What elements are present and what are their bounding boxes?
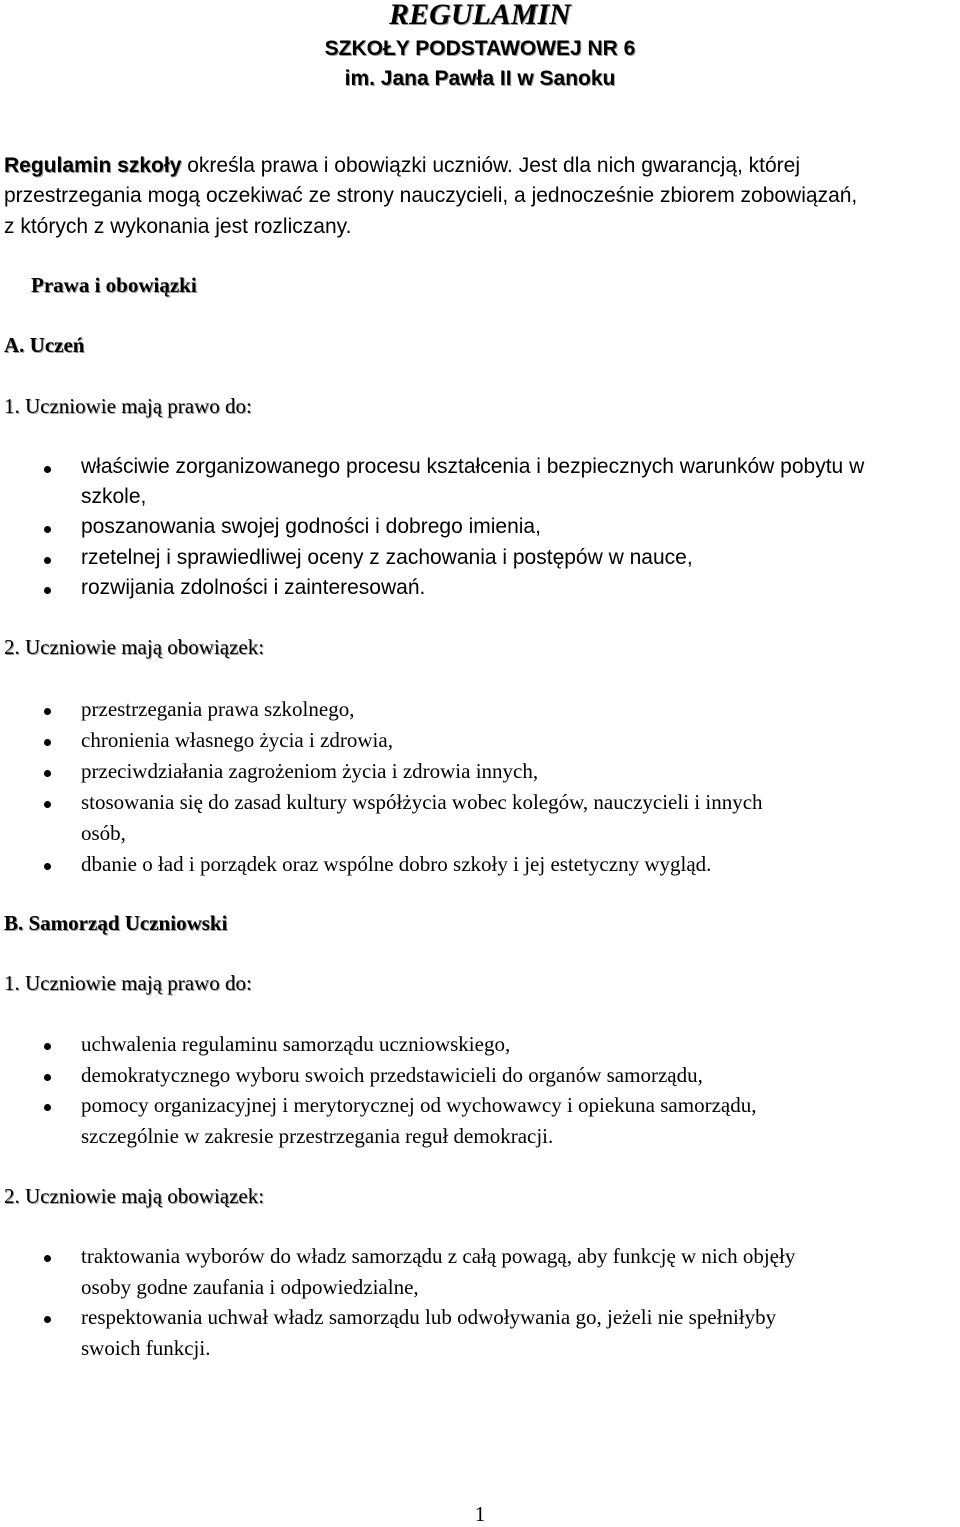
section-a-heading: A. Uczeń — [4, 333, 85, 357]
list-item-line: demokratycznego wyboru swoich przedstawicieli do organów samorządu, — [81, 1062, 703, 1087]
list-item-line: przestrzegania prawa szkolnego, — [81, 697, 355, 721]
list-item-line: swoich funkcji. — [81, 1335, 211, 1360]
document-subtitle-school: SZKOŁY PODSTAWOWEJ NR 6 — [324, 37, 636, 60]
section-b-heading: B. Samorząd Uczniowski — [4, 911, 228, 935]
list-item-line: osób, — [81, 821, 126, 845]
section-a-rights-heading: 1. Uczniowie mają prawo do: — [4, 394, 252, 418]
page-number: 1 — [474, 1502, 486, 1526]
list-item-line: osoby godne zaufania i odpowiedzialne, — [81, 1274, 419, 1299]
list-item-line: dbanie o ład i porządek oraz wspólne dobro szkoły i jej estetyczny wygląd. — [81, 852, 712, 876]
document-subtitle-patron: im. Jana Pawła II w Sanoku — [344, 67, 616, 90]
intro-line-3: z których z wykonania jest rozliczany. — [4, 215, 352, 238]
intro-lead-bold: Regulamin szkoły — [4, 154, 182, 177]
section-a-duties-heading: 2. Uczniowie mają obowiązek: — [4, 635, 265, 659]
list-item-line: właściwie zorganizowanego procesu kształcenia i bezpiecznych warunków pobytu w — [81, 455, 865, 478]
bullet-icon — [44, 466, 51, 473]
bullet-icon — [44, 801, 51, 808]
bullet-icon — [44, 739, 51, 746]
bullet-icon — [44, 587, 51, 594]
list-item-line: chronienia własnego życia i zdrowia, — [81, 728, 393, 752]
list-item-line: przeciwdziałania zagrożeniom życia i zdrowia innych, — [81, 759, 539, 783]
intro-line-2: przestrzegania mogą oczekiwać ze strony nauczycieli, a jednocześnie zbiorem zobowiązań, — [4, 184, 858, 207]
list-item-line: uchwalenia regulaminu samorządu uczniowskiego, — [81, 1032, 511, 1056]
bullet-icon — [44, 1104, 51, 1111]
section-b-duties-heading: 2. Uczniowie mają obowiązek: — [4, 1184, 265, 1208]
list-item-line: poszanowania swojej godności i dobrego imienia, — [81, 515, 541, 539]
document-title: REGULAMIN — [389, 0, 571, 31]
intro-line-1-rest: określa prawa i obowiązki uczniów. Jest dla nich gwarancją, której — [181, 154, 801, 177]
bullet-icon — [44, 1316, 51, 1323]
bullet-icon — [44, 708, 51, 715]
list-item-line: rzetelnej i sprawiedliwej oceny z zachowania i postępów w nauce, — [81, 545, 693, 569]
bullet-icon — [44, 557, 51, 564]
list-item-line: szczególnie w zakresie przestrzegania reguł demokracji. — [81, 1123, 554, 1148]
bullet-icon — [44, 1255, 51, 1262]
bullet-icon — [44, 526, 51, 533]
section-b-rights-heading: 1. Uczniowie mają prawo do: — [4, 971, 252, 995]
list-item-line: traktowania wyborów do władz samorządu z całą powagą, aby funkcję w nich objęły — [81, 1244, 796, 1268]
list-item-line: respektowania uchwał władz samorządu lub odwoływania go, jeżeli nie spełniłyby — [81, 1305, 777, 1329]
list-item-line: stosowania się do zasad kultury współżycia wobec kolegów, nauczycieli i innych — [81, 790, 763, 814]
bullet-icon — [44, 1043, 51, 1050]
section-heading-rights-duties: Prawa i obowiązki — [31, 273, 197, 297]
bullet-icon — [44, 1074, 51, 1081]
intro-line-1 — [4, 154, 800, 178]
list-item-line: rozwijania zdolności i zainteresowań. — [81, 575, 426, 599]
bullet-icon — [44, 863, 51, 870]
list-item-line: pomocy organizacyjnej i merytorycznej od wychowawcy i opiekuna samorządu, — [81, 1093, 757, 1117]
bullet-icon — [44, 770, 51, 777]
list-item-line: szkole, — [81, 485, 147, 509]
